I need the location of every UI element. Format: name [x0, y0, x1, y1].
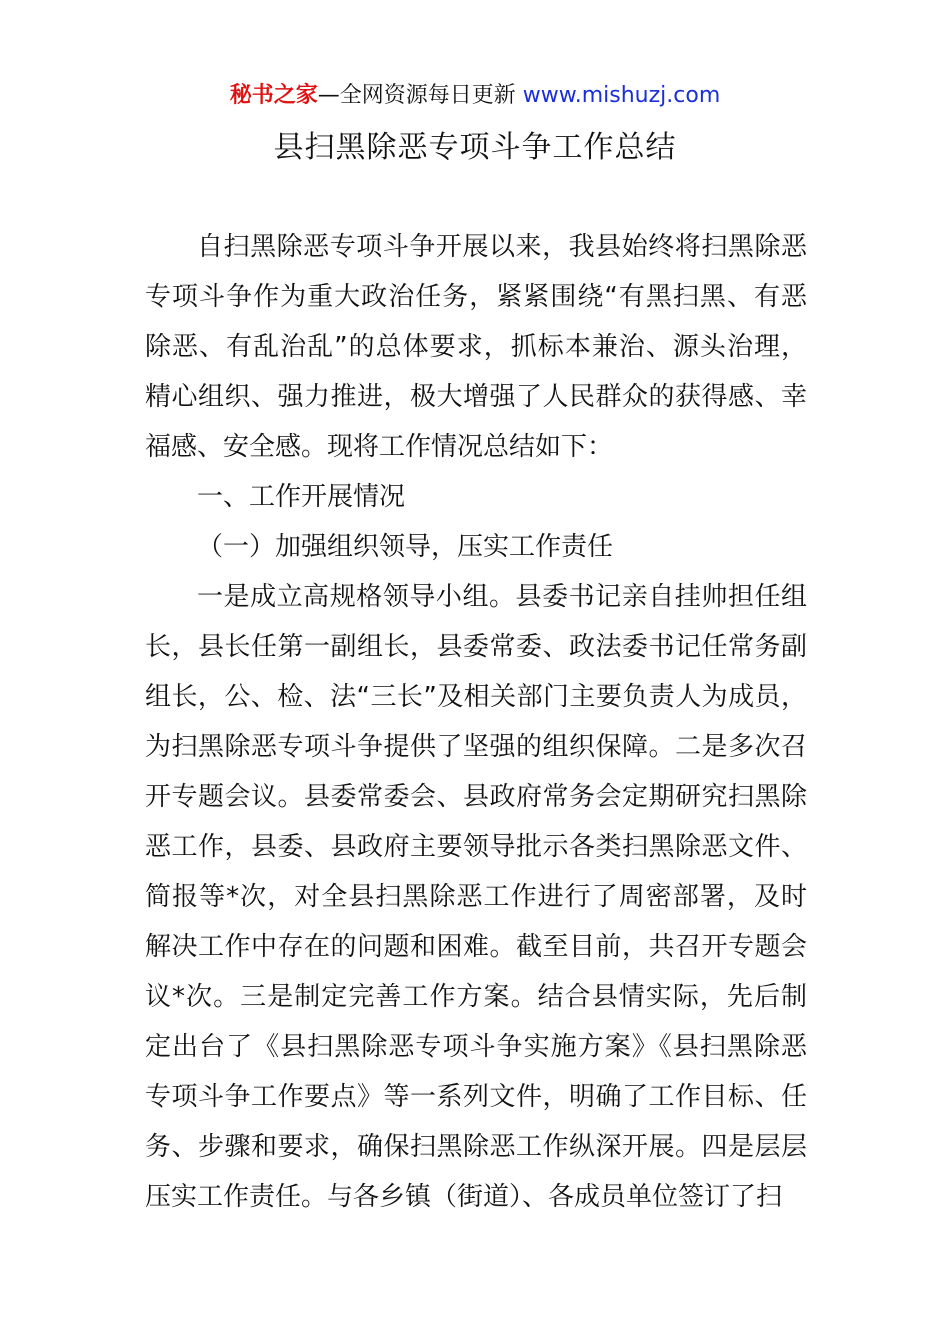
- document-body: [145, 222, 807, 1222]
- header-dash: —: [317, 83, 340, 108]
- header-slogan: 全网资源每日更新: [339, 83, 523, 108]
- intro-paragraph: 自扫黑除恶专项斗争开展以来，我县始终将扫黑除恶专项斗争作为重大政治任务，紧紧围绕“有黑扫黑、有恶除恶、有乱治乱”的总体要求，抓标本兼治、源头治理，精心组织、强力推进，极大增强了人民群众的获得感、幸福感、安全感。现将工作情况总结如下：: [145, 232, 807, 462]
- brand-name: 秘书之家: [229, 83, 318, 108]
- section-heading: 一、工作开展情况: [197, 482, 406, 512]
- document-title: 县扫黑除恶专项斗争工作总结: [273, 130, 677, 165]
- subsection-heading: （一）加强组织领导，压实工作责任: [197, 532, 614, 562]
- body-paragraph: 一是成立高规格领导小组。县委书记亲自挂帅担任组长，县长任第一副组长，县委常委、政法委书记任常务副组长，公、检、法“三长”及相关部门主要负责人为成员，为扫黑除恶专项斗争提供了坚强的组织保障。二是多次召开专题会议。县委常委会、县政府常务会定期研究扫黑除恶工作，县委、县政府主要领导批示各类扫黑除恶文件、简报等*次，对全县扫黑除恶工作进行了周密部署，及时解决工作中存在的问题和困难。截至目前，共召开专题会议*次。三是制定完善工作方案。结合县情实际，先后制定出台了《县扫黑除恶专项斗争实施方案》《县扫黑除恶专项斗争工作要点》等一系列文件，明确了工作目标、任务、步骤和要求，确保扫黑除恶工作纵深开展。四是层层压实工作责任。与各乡镇（街道）、各成员单位签订了扫: [145, 582, 807, 1212]
- site-header: [0, 80, 950, 112]
- site-url[interactable]: www.mishuzj.com: [522, 83, 721, 108]
